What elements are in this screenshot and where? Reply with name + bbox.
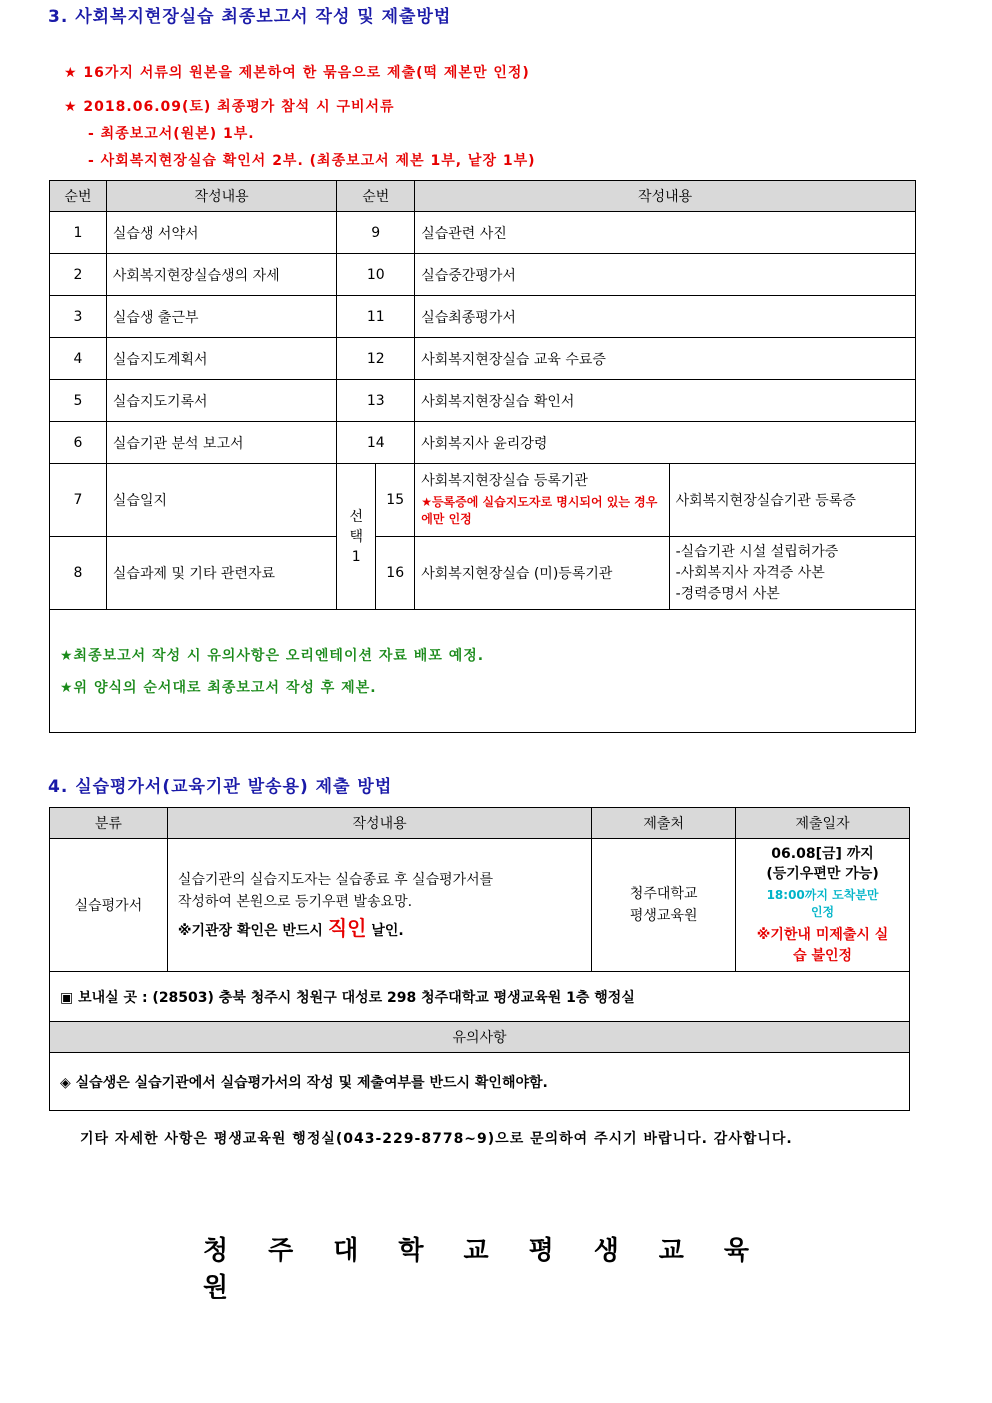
header-category: 분류 (50, 808, 168, 839)
sub-item-report: - 최종보고서(원본) 1부. (88, 126, 255, 142)
row-content: 실습최종평가서 (415, 296, 916, 338)
row-no: 4 (50, 338, 107, 380)
row16-doc: -실습기관 시설 설립허가증 (675, 543, 839, 560)
header-no-left: 순번 (50, 181, 107, 212)
category-cell: 실습평가서 (50, 839, 168, 972)
section4-title: 4. 실습평가서(교육기관 발송용) 제출 방법 (48, 777, 393, 797)
table-row (50, 422, 916, 464)
row-no: 1 (50, 212, 107, 254)
row-content: 사회복지현장실습생의 자세 (106, 254, 336, 296)
evaluation-table (49, 807, 910, 1111)
row-no: 2 (50, 254, 107, 296)
footer-institution: 청주대학교평생교육원 (203, 1236, 790, 1303)
note-prefix: ※기관장 확인은 반드시 (177, 922, 323, 939)
row-no: 11 (337, 296, 415, 338)
contact-note: 기타 자세한 사항은 평생교육원 행정실(043-229-8778~9)으로 문의하여 주시기 바랍니다. 감사합니다. (80, 1131, 793, 1147)
row-no: 8 (50, 537, 107, 610)
table-row (50, 537, 916, 610)
row-content: 실습생 서약서 (106, 212, 336, 254)
table-row (50, 254, 916, 296)
select-label: 선택1 (349, 508, 364, 565)
caution-header: 유의사항 (50, 1022, 910, 1053)
recipient-cell (592, 839, 736, 972)
row-no: 12 (337, 338, 415, 380)
seal-emphasis: 직인 (327, 915, 367, 940)
row-content: 실습생 출근부 (106, 296, 336, 338)
content-note (178, 917, 585, 942)
row-content: 실습중간평가서 (415, 254, 916, 296)
row-no: 10 (337, 254, 415, 296)
row-content: 실습지도기록서 (106, 380, 336, 422)
date-note-deadline: 18:00까지 도착분만 인정 (766, 888, 879, 919)
header-no-right: 순번 (337, 181, 415, 212)
row-no: 6 (50, 422, 107, 464)
caution-cell: ◈ 실습생은 실습기관에서 실습평가서의 작성 및 제출여부를 반드시 확인해야함. (50, 1053, 910, 1111)
row-no: 16 (376, 537, 415, 610)
table-row (50, 212, 916, 254)
row15-doc: 사회복지현장실습기관 등록증 (669, 464, 915, 537)
row-no: 15 (376, 464, 415, 537)
header-content: 작성내용 (167, 808, 591, 839)
header-content-right: 작성내용 (415, 181, 916, 212)
row-no: 5 (50, 380, 107, 422)
row16-doc: -사회복지사 자격증 사본 (675, 564, 825, 581)
recipient-line: 평생교육원 (629, 908, 698, 924)
sub-item-confirmation: - 사회복지현장실습 확인서 2부. (최종보고서 제본 1부, 낱장 1부) (88, 153, 536, 169)
row-no: 9 (337, 212, 415, 254)
table-row (50, 839, 910, 972)
row15-content: 사회복지현장실습 등록기관 (421, 473, 588, 489)
table-notes (50, 610, 916, 733)
row15-note: ★등록증에 실습지도자로 명시되어 있는 경우에만 인정 (421, 495, 658, 526)
row-content: 사회복지현장실습 확인서 (415, 380, 916, 422)
row-content: 실습관련 사진 (415, 212, 916, 254)
row-content-15 (415, 464, 669, 537)
content-line: 실습기관의 실습지도자는 실습종료 후 실습평가서를 (177, 871, 494, 888)
row-content: 실습일지 (106, 464, 336, 537)
recipient-line: 청주대학교 (629, 886, 698, 902)
row16-doc: -경력증명서 사본 (675, 585, 780, 602)
date-cell (736, 839, 910, 972)
row-content: 사회복지현장실습 교육 수료증 (415, 338, 916, 380)
note-line: ★위 양식의 순서대로 최종보고서 작성 후 제본. (60, 680, 377, 696)
row16-content: 사회복지현장실습 (미)등록기관 (415, 537, 669, 610)
date-sub: (등기우편만 가능) (766, 866, 879, 882)
section3-title: 3. 사회복지현장실습 최종보고서 작성 및 제출방법 (48, 7, 452, 27)
table-row (50, 464, 916, 537)
row-content: 실습기관 분석 보고서 (106, 422, 336, 464)
select-cell (337, 464, 376, 610)
content-cell (167, 839, 591, 972)
row16-docs (669, 537, 915, 610)
row-content: 사회복지사 윤리강령 (415, 422, 916, 464)
address-cell: ▣ 보내실 곳 : (28503) 충북 청주시 청원구 대성로 298 청주대학교 평생교육원 1층 행정실 (50, 972, 910, 1022)
documents-table (49, 180, 916, 733)
header-date: 제출일자 (736, 808, 910, 839)
content-line: 작성하여 본원으로 등기우편 발송요망. (177, 893, 413, 910)
row-content: 실습과제 및 기타 관련자료 (106, 537, 336, 610)
table-row (50, 296, 916, 338)
row-content: 실습지도계획서 (106, 338, 336, 380)
note-line: ★최종보고서 작성 시 유의사항은 오리엔테이션 자료 배포 예정. (60, 648, 485, 664)
header-content-left: 작성내용 (106, 181, 336, 212)
row-no: 14 (337, 422, 415, 464)
date-note-penalty: ※기한내 미제출시 실습 불인정 (756, 927, 889, 964)
note-suffix: 날인. (371, 922, 404, 939)
bullet-required-docs: ★ 2018.06.09(토) 최종평가 참석 시 구비서류 (64, 99, 395, 115)
row-no: 7 (50, 464, 107, 537)
bullet-bind: ★ 16가지 서류의 원본을 제본하여 한 묶음으로 제출(떡 제본만 인정) (64, 65, 530, 81)
row-no: 13 (337, 380, 415, 422)
table-row (50, 380, 916, 422)
table-row (50, 338, 916, 380)
row-no: 3 (50, 296, 107, 338)
date-main: 06.08[금] 까지 (771, 846, 874, 862)
header-recipient: 제출처 (592, 808, 736, 839)
